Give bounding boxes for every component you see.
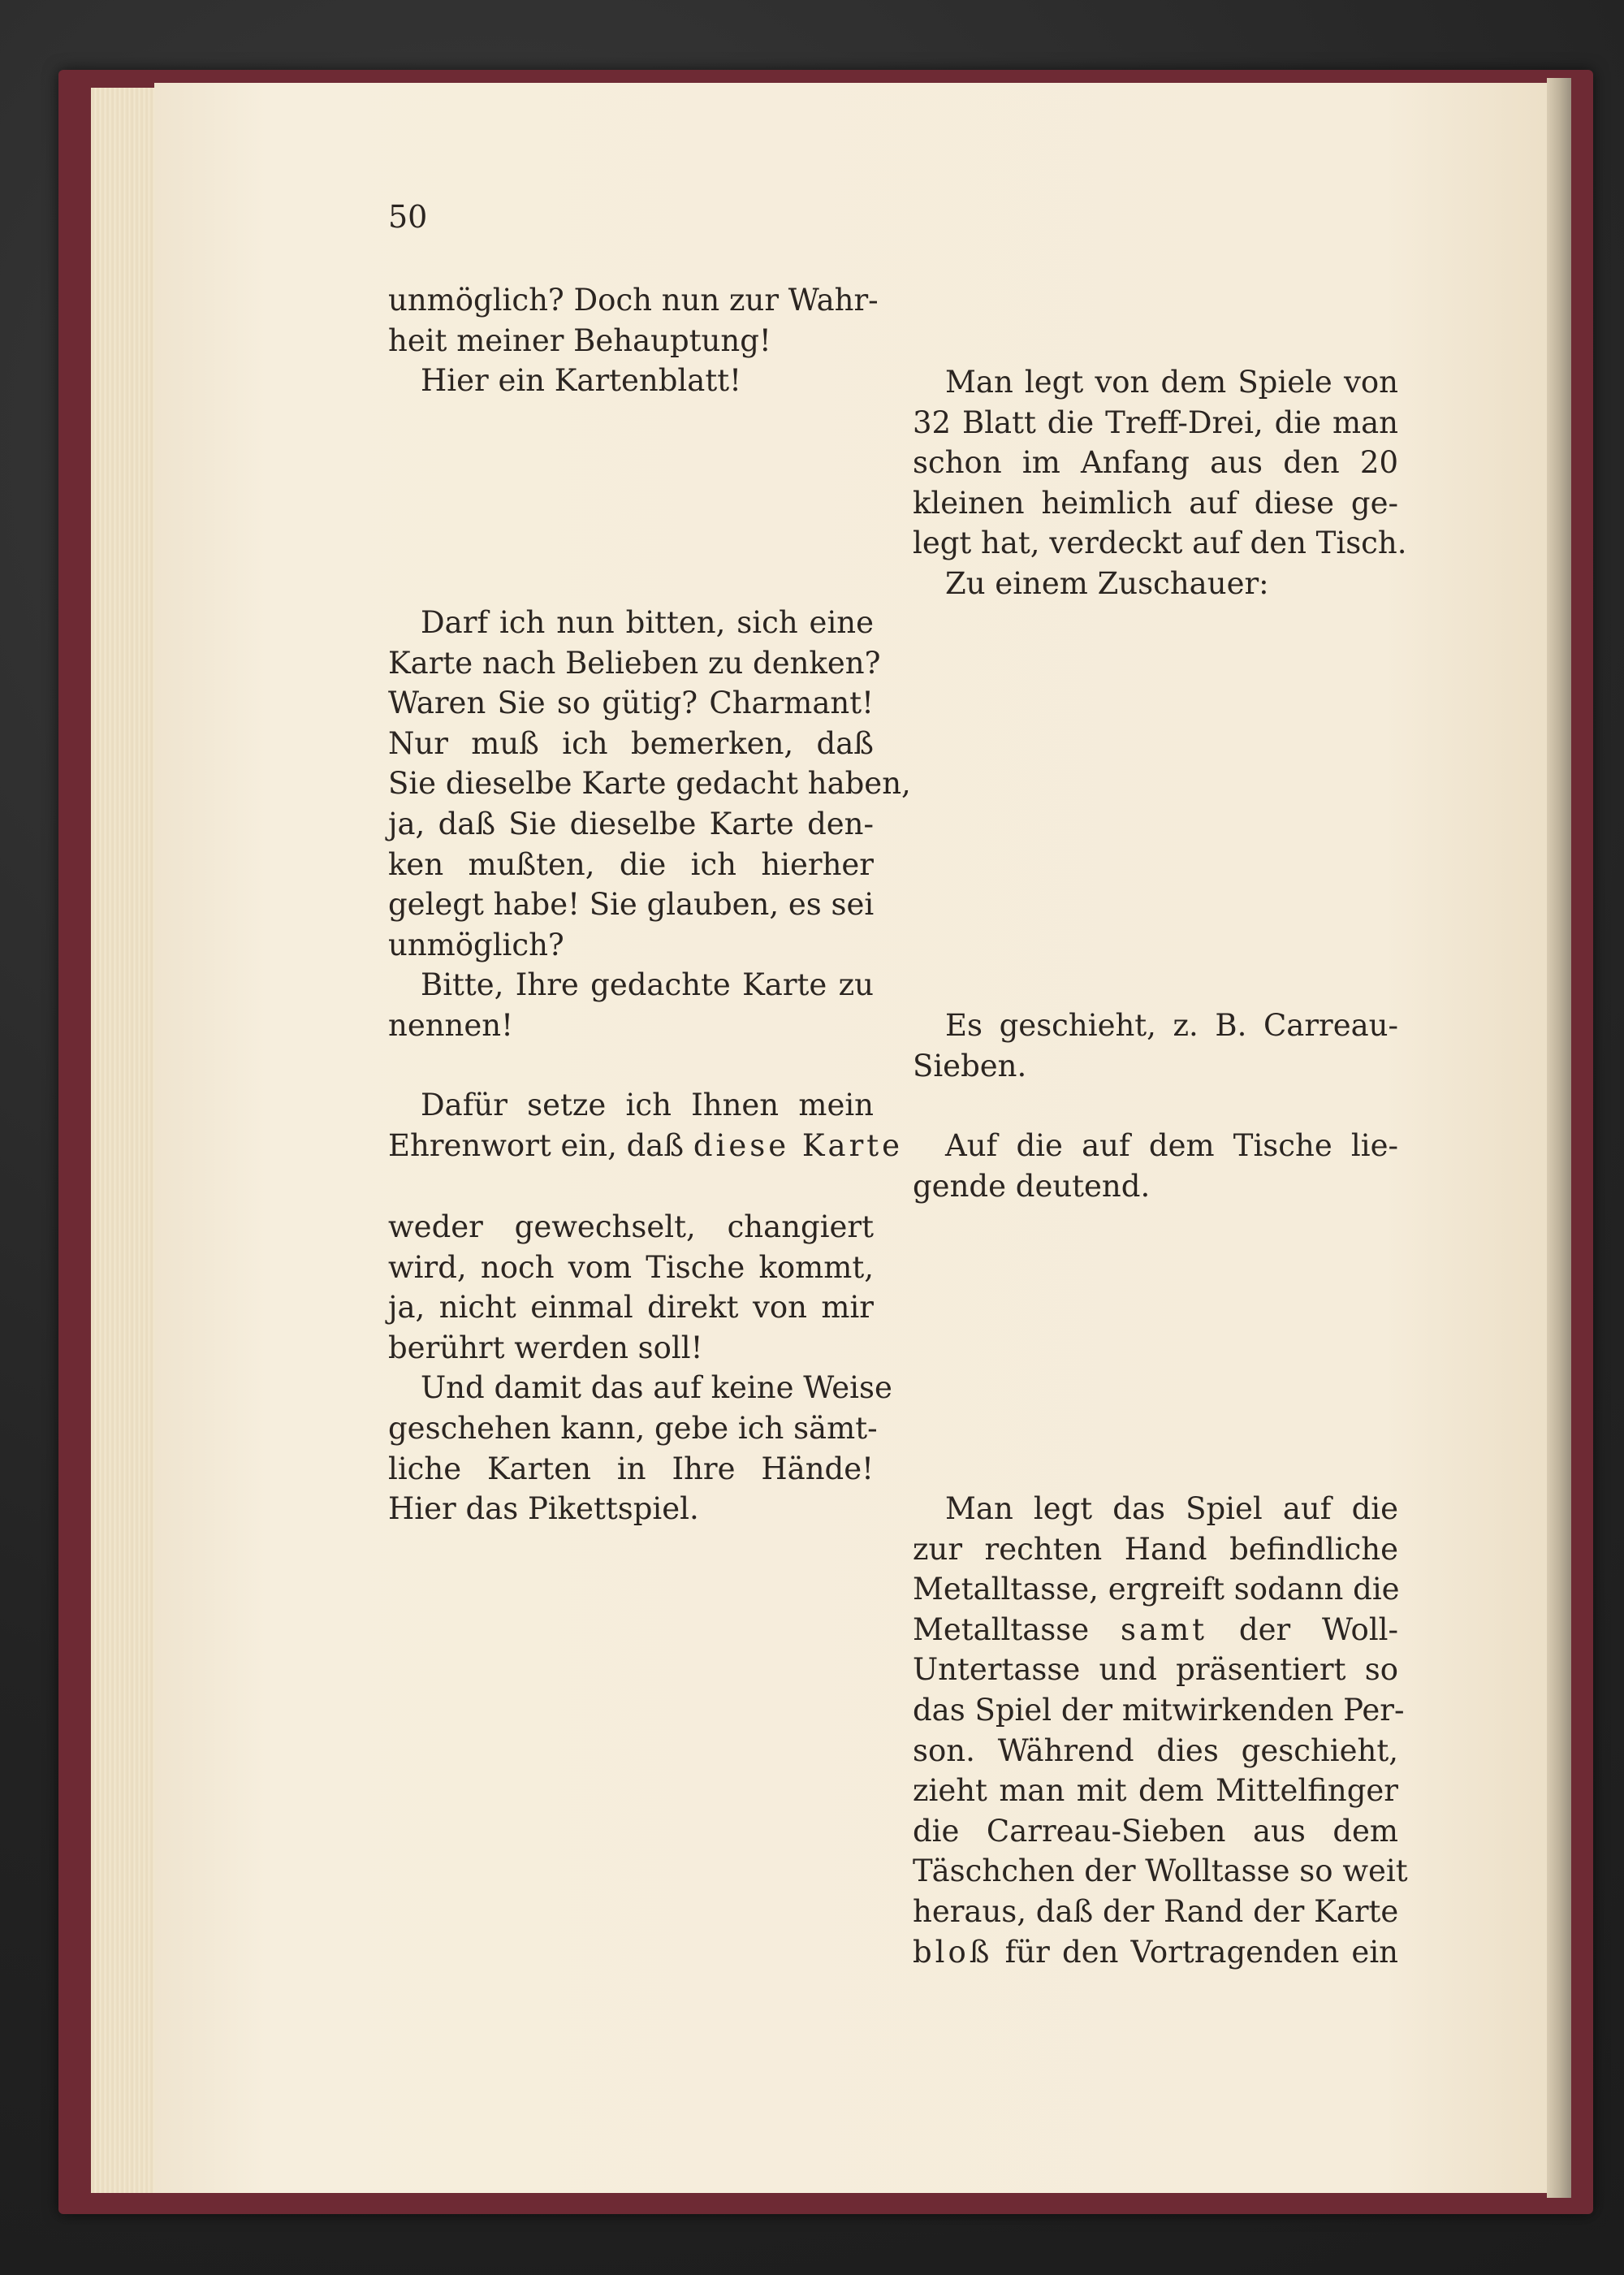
left-paragraph-2	[388, 603, 911, 1046]
text-line: Zu einem Zuschauer:	[945, 565, 1269, 601]
right-paragraph-1	[913, 362, 1407, 604]
text-line: Nur muß ich bemerken, daß	[388, 725, 874, 761]
right-paragraph-4	[913, 1489, 1408, 1972]
text-line: Und damit das auf keine Weise	[421, 1370, 892, 1406]
text-line: zur rechten Hand befindliche	[913, 1531, 1398, 1567]
text-line: 32 Blatt die Treff-Drei, die man	[913, 404, 1398, 440]
text-line: Waren Sie so gütig? Charmant!	[388, 686, 874, 721]
text-line: Hier das Pikettspiel.	[388, 1491, 699, 1527]
text-line: das Spiel der mitwirkenden Per-	[913, 1692, 1405, 1728]
text-line: zieht man mit dem Mittelfinger	[913, 1773, 1398, 1809]
text-line: gende deutend.	[913, 1168, 1151, 1204]
text-line: weder gewechselt, changiert	[388, 1209, 874, 1244]
text-line	[913, 1610, 1398, 1650]
text-line: unmöglich?	[388, 927, 564, 962]
text-line: wird, noch vom Tische kommt,	[388, 1249, 874, 1285]
text-line: gelegt habe! Sie glauben, es sei	[388, 887, 875, 923]
text-line: nennen!	[388, 1007, 513, 1043]
text-fragment: für den Vortragenden ein	[1004, 1934, 1398, 1970]
text-line: berührt werden soll!	[388, 1330, 703, 1365]
text-line	[388, 1126, 904, 1166]
text-line: geschehen kann, gebe ich sämt-	[388, 1410, 878, 1446]
text-line: Auf die auf dem Tische lie-	[945, 1128, 1398, 1163]
left-paragraph-3	[388, 1085, 904, 1166]
text-line: liche Karten in Ihre Hände!	[388, 1451, 874, 1486]
emphasis-text: diese Karte	[693, 1127, 904, 1163]
text-line: ken mußten, die ich hierher	[388, 846, 874, 882]
text-line: Man legt von dem Spiele von	[945, 365, 1398, 400]
text-line: son. Während dies geschieht,	[913, 1732, 1398, 1768]
text-line: Hier ein Kartenblatt!	[421, 363, 741, 399]
text-line: die Carreau-Sieben aus dem	[913, 1813, 1398, 1849]
text-line: Untertasse und präsentiert so	[913, 1652, 1398, 1688]
text-fragment: Metalltasse	[913, 1611, 1090, 1647]
emphasis-text: samt	[1121, 1611, 1208, 1647]
text-fragment: der Woll-	[1238, 1611, 1399, 1647]
text-line: ja, nicht einmal direkt von mir	[388, 1290, 874, 1326]
text-line: Man legt das Spiel auf die	[945, 1491, 1398, 1526]
text-line: Karte nach Belieben zu denken?	[388, 645, 881, 681]
text-line: legt hat, verdeckt auf den Tisch.	[913, 525, 1407, 561]
text-line: unmöglich? Doch nun zur Wahr-	[388, 283, 879, 318]
right-paragraph-3	[913, 1126, 1398, 1206]
page-edges	[91, 88, 164, 2193]
text-line: Täschchen der Wolltasse so weit	[913, 1853, 1408, 1889]
text-fragment: Ehrenwort ein, daß	[388, 1127, 685, 1163]
left-paragraph-4	[388, 1207, 892, 1529]
text-line	[913, 1932, 1398, 1973]
right-paragraph-2	[913, 1006, 1398, 1086]
text-line: schon im Anfang aus den 20	[913, 445, 1398, 481]
text-line: Metalltasse, ergreift sodann die	[913, 1572, 1400, 1607]
text-line: heraus, daß der Rand der Karte	[913, 1893, 1399, 1929]
text-line: Sie dieselbe Karte gedacht haben,	[388, 766, 911, 802]
text-line: Dafür setze ich Ihnen mein	[421, 1088, 874, 1122]
text-line: heit meiner Behauptung!	[388, 322, 771, 358]
page-number: 50	[388, 199, 428, 235]
text-line: ja, daß Sie dieselbe Karte den-	[388, 806, 874, 841]
text-line: kleinen heimlich auf diese ge-	[913, 485, 1398, 521]
text-line: Es geschieht, z. B. Carreau-	[945, 1008, 1398, 1043]
text-line: Bitte, Ihre gedachte Karte zu	[421, 967, 874, 1003]
emphasis-text: bloß	[913, 1934, 993, 1970]
text-line: Darf ich nun bitten, sich eine	[421, 605, 874, 640]
spine-shadow	[1547, 78, 1571, 2198]
left-paragraph-1	[388, 280, 879, 401]
text-line: Sieben.	[913, 1048, 1027, 1083]
